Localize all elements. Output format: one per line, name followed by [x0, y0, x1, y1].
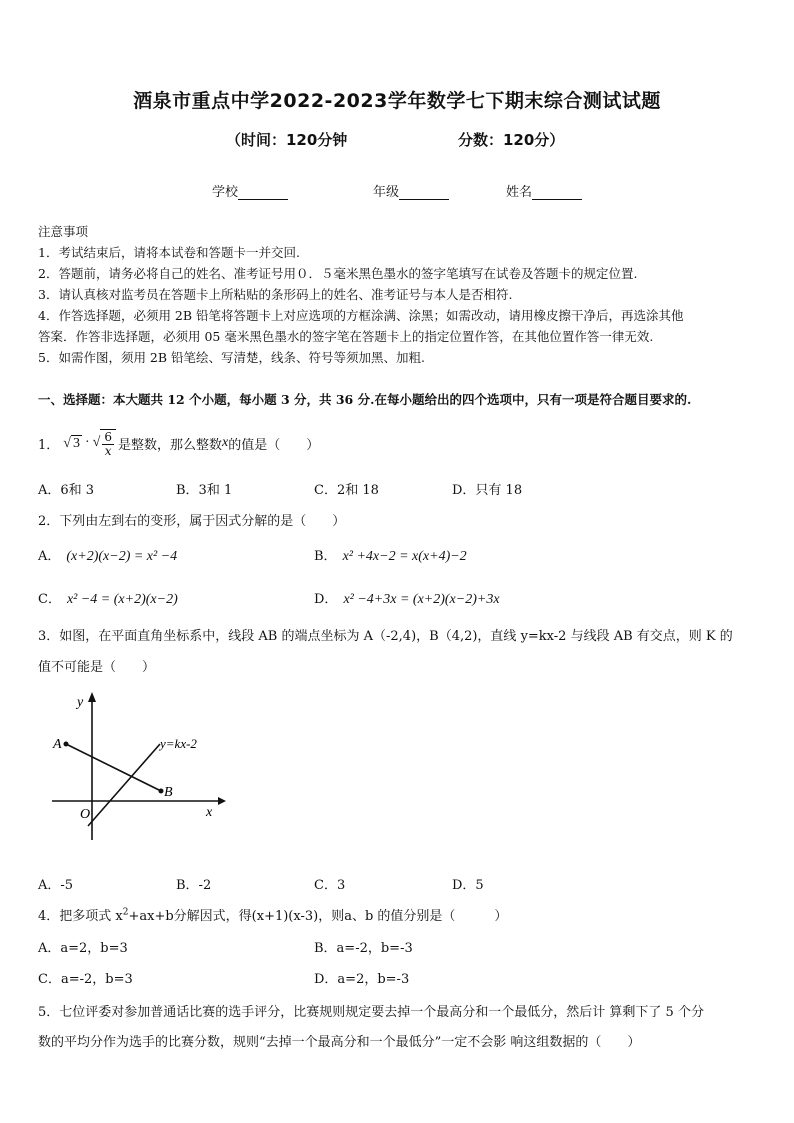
question-1: 1． √ 3 · √ $\frac{6}{x}$ 是整数，那么整数 x 的值是（ ） [38, 429, 320, 458]
line-label: y=kx-2 [160, 736, 197, 751]
question-4: 4．把多项式 $x^2+ax+b$分解因式，得(x+1)(x-3)，则a、b 的值分别是（ ） [38, 907, 508, 924]
question-3-line1: 3．如图，在平面直角坐标系中，线段 AB 的端点坐标为 A（-2,4)，B（4,2)，直线 y=kx-2 与线段 AB 有交点，则 K 的 [38, 629, 733, 644]
q1-option-a: A．6和 3 [38, 483, 95, 498]
q3-option-b: B．-2 [176, 878, 212, 893]
school-blank [238, 185, 288, 200]
q2-option-a: A． (x+2)(x−2) = x² −4 [38, 549, 178, 564]
y-axis-arrow [88, 692, 96, 702]
q1-text: 是整数，那么整数 [117, 437, 222, 453]
q3-option-c: C．3 [314, 878, 346, 893]
name-blank [532, 185, 582, 200]
notice-item: 1．考试结束后，请将本试卷和答题卡一并交回. [38, 245, 300, 260]
q1-text2: 的值是（ ） [228, 437, 320, 453]
q1-option-c: C．2和 18 [314, 483, 379, 498]
q4-superscript: 2 [122, 907, 129, 918]
x-axis-label: x [206, 805, 213, 820]
point-b-label: B [164, 785, 173, 800]
q3-option-a: A．-5 [38, 878, 74, 893]
question-3-line2: 值不可能是（ ） [38, 660, 156, 675]
exam-time: （时间：120分钟 [226, 131, 348, 149]
section-heading: 一、选择题：本大题共 12 个小题，每小题 3 分，共 36 分.在每小题给出的四个选项中，只有一项是符合题目要求的. [38, 392, 692, 407]
notice-title: 注意事项 [38, 224, 89, 239]
q4-option-d: D．a=2，b=-3 [314, 972, 410, 987]
grade-blank [399, 185, 449, 200]
point-b [159, 789, 164, 794]
notice-item: 4．作答选择题，必须用 2B 铅笔将答题卡上对应选项的方框涂满、涂黑；如需改动，请用橡皮擦干净后，再选涂其他 [38, 308, 684, 323]
notice-item: 2．答题前，请务必将自己的姓名、准考证号用０．５毫米黑色墨水的签字笔填写在试卷及答题卡的规定位置. [38, 266, 638, 281]
grade-label: 年级 [373, 185, 400, 200]
q2-option-c: C． x² −4 = (x+2)(x−2) [38, 592, 178, 607]
segment-ab [66, 744, 161, 791]
q1-sqrt3: 3 [72, 435, 80, 451]
notice-item: 答案．作答非选择题，必须用 05 毫米黑色墨水的签字笔在答题卡上的指定位置作答，在其他位置作答一律无效. [38, 329, 654, 344]
q1-option-b: B．3和 1 [176, 483, 233, 498]
y-axis-label: y [77, 695, 84, 710]
name-label: 姓名 [506, 185, 533, 200]
point-a-label: A [53, 737, 62, 752]
origin-label: O [80, 807, 91, 822]
exam-score: 分数：120分） [458, 131, 565, 149]
q1-option-d: D．只有 18 [452, 483, 523, 498]
question-2: 2．下列由左到右的变形，属于因式分解的是（ ） [38, 514, 346, 529]
q3-option-d: D．5 [452, 878, 484, 893]
q4-option-a: A．a=2，b=3 [38, 941, 128, 956]
q1-number: 1． [38, 437, 60, 453]
name-field [506, 181, 582, 200]
question-5-line1: 5．七位评委对参加普通话比赛的选手评分，比赛规则规定要去掉一个最高分和一个最低分，然后计 算剩下了 5 个分 [38, 1005, 704, 1020]
q2-option-b: B． x² +4x−2 = x(x+4)−2 [314, 549, 467, 564]
page-title: 酒泉市重点中学2022-2023学年数学七下期末综合测试试题 [133, 90, 661, 112]
question-5-line2: 数的平均分作为选手的比赛分数，规则“去掉一个最高分和一个最低分”一定不会影 响这组数据的（ ） [38, 1035, 641, 1050]
x-axis-arrow [218, 797, 226, 805]
coordinate-figure [40, 688, 230, 848]
school-label: 学校 [212, 185, 239, 200]
grade-field [373, 181, 449, 200]
q1-fraction: $\frac{6}{x}$ [104, 429, 112, 458]
q4-option-c: C．a=-2，b=3 [38, 972, 133, 987]
notice-item: 3．请认真核对监考员在答题卡上所粘贴的条形码上的姓名、准考证号与本人是否相符. [38, 287, 513, 302]
q2-option-d: D． x² −4+3x = (x+2)(x−2)+3x [314, 592, 500, 607]
q1-var: x [221, 435, 229, 450]
q4-option-b: B．a=-2，b=-3 [314, 941, 413, 956]
point-a [64, 742, 69, 747]
notice-item: 5．如需作图，须用 2B 铅笔绘、写清楚，线条、符号等须加黑、加粗. [38, 350, 426, 365]
school-field [212, 181, 288, 200]
